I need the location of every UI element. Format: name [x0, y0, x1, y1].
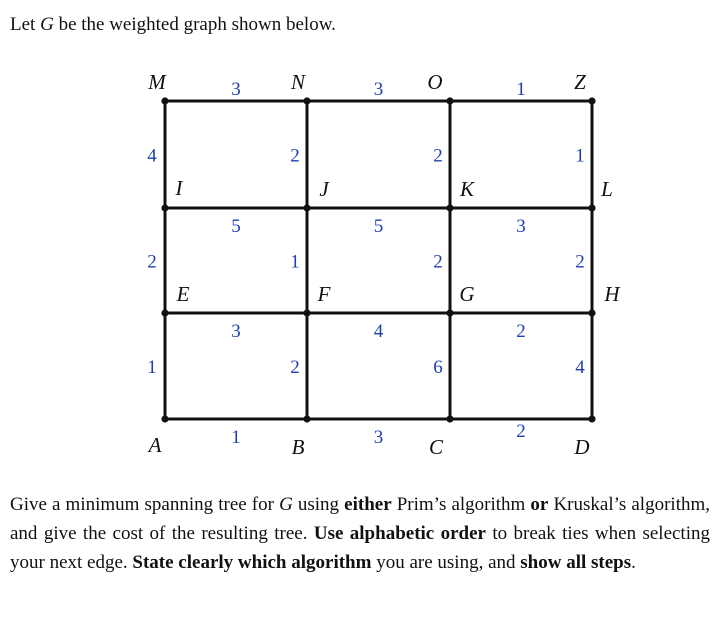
edge-weight-J-F: 1 [290, 251, 300, 273]
question-part: Give a minimum spanning tree for [10, 494, 280, 515]
vertex-H [588, 309, 595, 316]
vertex-N [303, 97, 310, 104]
intro-before: Let [10, 14, 41, 35]
vertex-Z [588, 97, 595, 104]
edge-weight-O-Z: 1 [516, 79, 526, 100]
vertex-I [161, 204, 168, 211]
vertex-label-M: M [148, 70, 166, 94]
vertex-label-Z: Z [574, 70, 586, 94]
vertex-J [303, 204, 310, 211]
vertex-O [446, 97, 453, 104]
edge-weight-L-H: 2 [575, 251, 585, 273]
edge-weight-B-C: 3 [373, 427, 384, 448]
vertex-E [161, 309, 168, 316]
emphasis-either: either [344, 494, 392, 515]
vertex-label-A: A [148, 433, 162, 457]
vertex-B [303, 415, 310, 422]
emphasis-state-algorithm: State clearly which algorithm [132, 552, 372, 573]
question-part: to break ties when selecting your next edge. [10, 523, 710, 573]
edge-weight-N-J: 2 [290, 145, 300, 167]
edge-weight-K-G: 2 [433, 251, 443, 273]
vertex-A [161, 415, 168, 422]
question-part: Prim’s algorithm [391, 494, 531, 515]
edge-weight-J-K: 5 [373, 216, 384, 237]
vertex-label-D: D [574, 435, 590, 459]
vertex-C [446, 415, 453, 422]
edge-weight-F-B: 2 [290, 357, 300, 378]
vertex-label-B: B [291, 435, 305, 459]
vertex-label-H: H [604, 282, 620, 306]
edge-weight-A-B: 1 [231, 427, 241, 448]
vertex-M [161, 97, 168, 104]
vertex-D [588, 415, 595, 422]
emphasis-alphabetic-order: Use alphabetic order [313, 523, 486, 544]
vertex-label-G: G [459, 282, 475, 306]
question-part: . [631, 552, 636, 573]
edge-weight-M-I: 4 [147, 145, 157, 167]
edge-weight-O-K: 2 [433, 145, 443, 167]
vertex-label-J: J [319, 177, 329, 201]
vertex-L [588, 204, 595, 211]
vertex-F [303, 309, 310, 316]
vertex-label-L: L [601, 177, 613, 201]
graph-symbol: G [279, 494, 293, 515]
emphasis-show-steps: show all steps [520, 552, 632, 573]
edge-weight-F-G: 4 [373, 321, 384, 342]
edge-weight-K-L: 3 [516, 216, 526, 237]
graph-symbol: G [40, 14, 54, 35]
edge-weight-C-D: 2 [516, 421, 526, 442]
question-text [10, 490, 710, 577]
vertex-label-N: N [290, 70, 306, 94]
edge-weight-I-J: 5 [231, 216, 241, 237]
edge-weight-E-A: 1 [147, 357, 157, 378]
edge-weight-H-D: 4 [575, 357, 585, 378]
edge-weight-E-F: 3 [231, 321, 241, 342]
vertex-label-I: I [175, 176, 183, 200]
vertex-label-O: O [427, 70, 443, 94]
question-part: Kruskal’s algorithm, and give the cost of the resulting tree. [10, 494, 710, 544]
question-part: using [292, 494, 345, 515]
edge-weight-Z-L: 1 [575, 145, 585, 167]
edge-weight-G-H: 2 [516, 321, 526, 342]
question-part: you are using, and [371, 552, 521, 573]
vertex-G [446, 309, 453, 316]
edge-weight-M-N: 3 [231, 79, 241, 100]
edge-weight-G-C: 6 [433, 357, 443, 378]
edge-weight-I-E: 2 [147, 251, 157, 273]
vertex-label-F: F [317, 282, 331, 306]
edge-weight-N-O: 3 [373, 79, 384, 100]
vertex-K [446, 204, 453, 211]
vertex-label-E: E [176, 282, 190, 306]
vertex-label-C: C [428, 435, 444, 459]
emphasis-or: or [530, 494, 549, 515]
vertex-label-K: K [459, 177, 475, 201]
intro-after: be the weighted graph shown below. [53, 14, 336, 35]
